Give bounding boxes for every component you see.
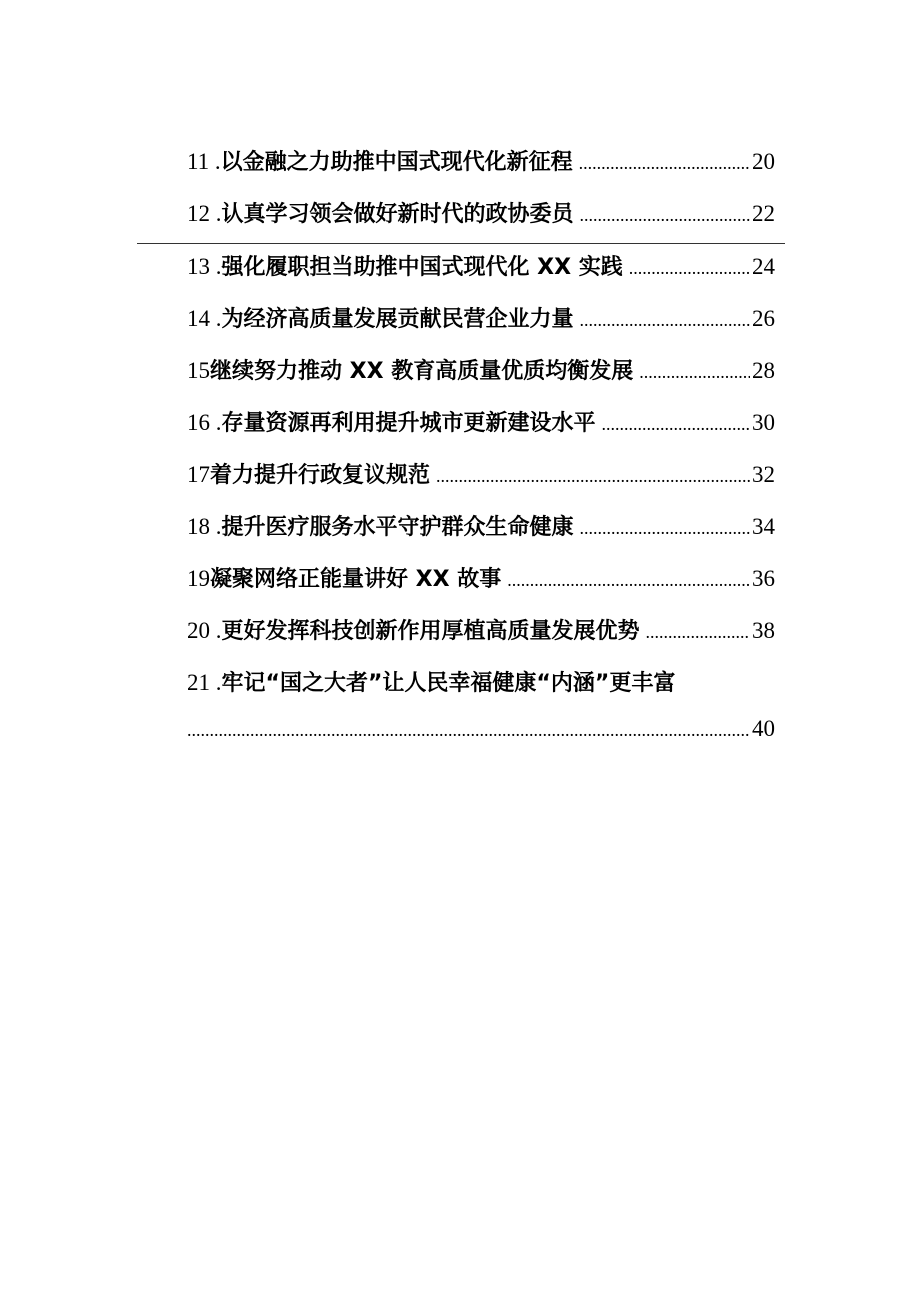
toc-entry-number: 13 . [187, 254, 222, 279]
toc-entry-number: 19 [187, 566, 210, 591]
toc-entry-number: 17 [187, 462, 210, 487]
toc-entry-15[interactable] [187, 354, 775, 388]
toc-dot-leader [629, 251, 750, 285]
toc-entry-number: 11 . [187, 149, 221, 174]
toc-entry-page: 36 [752, 566, 775, 591]
toc-entry-12[interactable] [187, 197, 775, 231]
toc-entry-21[interactable] [187, 666, 775, 747]
toc-entry-number: 18 . [187, 514, 222, 539]
toc-entry-page: 34 [752, 514, 775, 539]
toc-dot-leader [187, 713, 750, 747]
toc-entry-18[interactable] [187, 510, 775, 544]
toc-entry-page: 38 [752, 618, 775, 643]
toc-entry-title: 凝聚网络正能量讲好 XX 故事 [210, 567, 502, 592]
toc-dot-leader [580, 303, 750, 337]
toc-dot-leader [436, 459, 750, 493]
toc-entry-number: 15 [187, 358, 210, 383]
toc-entry-14[interactable] [187, 302, 775, 336]
toc-entry-page: 22 [752, 201, 775, 226]
toc-dot-leader [579, 146, 750, 180]
toc-entry-number: 20 . [187, 618, 222, 643]
toc-entry-16[interactable] [187, 406, 775, 440]
toc-entry-title: 着力提升行政复议规范 [210, 463, 431, 488]
toc-entry-page: 24 [752, 254, 775, 279]
toc-entry-title: 提升医疗服务水平守护群众生命健康 [221, 515, 574, 540]
toc-entry-title: 强化履职担当助推中国式现代化 XX 实践 [221, 255, 623, 280]
toc-entry-number: 14 . [187, 306, 222, 331]
toc-entry-number: 21 . [187, 670, 222, 695]
toc-entry-13[interactable] [187, 250, 775, 284]
toc-entry-leader-line [187, 712, 775, 747]
toc-dot-leader [602, 407, 750, 441]
toc-entry-title: 以金融之力助推中国式现代化新征程 [220, 150, 573, 175]
toc-dot-leader [580, 198, 750, 232]
toc-entry-11[interactable] [187, 145, 775, 179]
toc-entry-19[interactable] [187, 562, 775, 596]
toc-entry-17[interactable] [187, 458, 775, 492]
toc-entry-page: 28 [752, 358, 775, 383]
toc-entry-20[interactable] [187, 614, 775, 648]
toc-dot-leader [639, 355, 750, 389]
toc-entry-number: 12 . [187, 201, 222, 226]
toc-entry-title: 更好发挥科技创新作用厚植高质量发展优势 [221, 619, 640, 644]
toc-entry-title: 为经济高质量发展贡献民营企业力量 [221, 307, 574, 332]
page-divider-line [137, 243, 785, 244]
toc-entry-title: 存量资源再利用提升城市更新建设水平 [221, 411, 596, 436]
toc-entry-number: 16 . [187, 410, 222, 435]
toc-entry-title: 继续努力推动 XX 教育高质量优质均衡发展 [210, 359, 634, 384]
toc-dot-leader [646, 615, 750, 649]
toc-entry-title-line [187, 666, 775, 701]
toc-entry-page: 32 [752, 462, 775, 487]
toc-entry-page: 20 [752, 149, 775, 174]
toc-entry-page: 26 [752, 306, 775, 331]
toc-entry-page: 40 [752, 716, 775, 741]
toc-entry-title: 认真学习领会做好新时代的政协委员 [221, 202, 574, 227]
toc-dot-leader [580, 511, 750, 545]
toc-dot-leader [507, 563, 750, 597]
toc-entry-page: 30 [752, 410, 775, 435]
toc-entry-title: 牢记“国之大者”让人民幸福健康“内涵”更丰富 [221, 671, 676, 696]
